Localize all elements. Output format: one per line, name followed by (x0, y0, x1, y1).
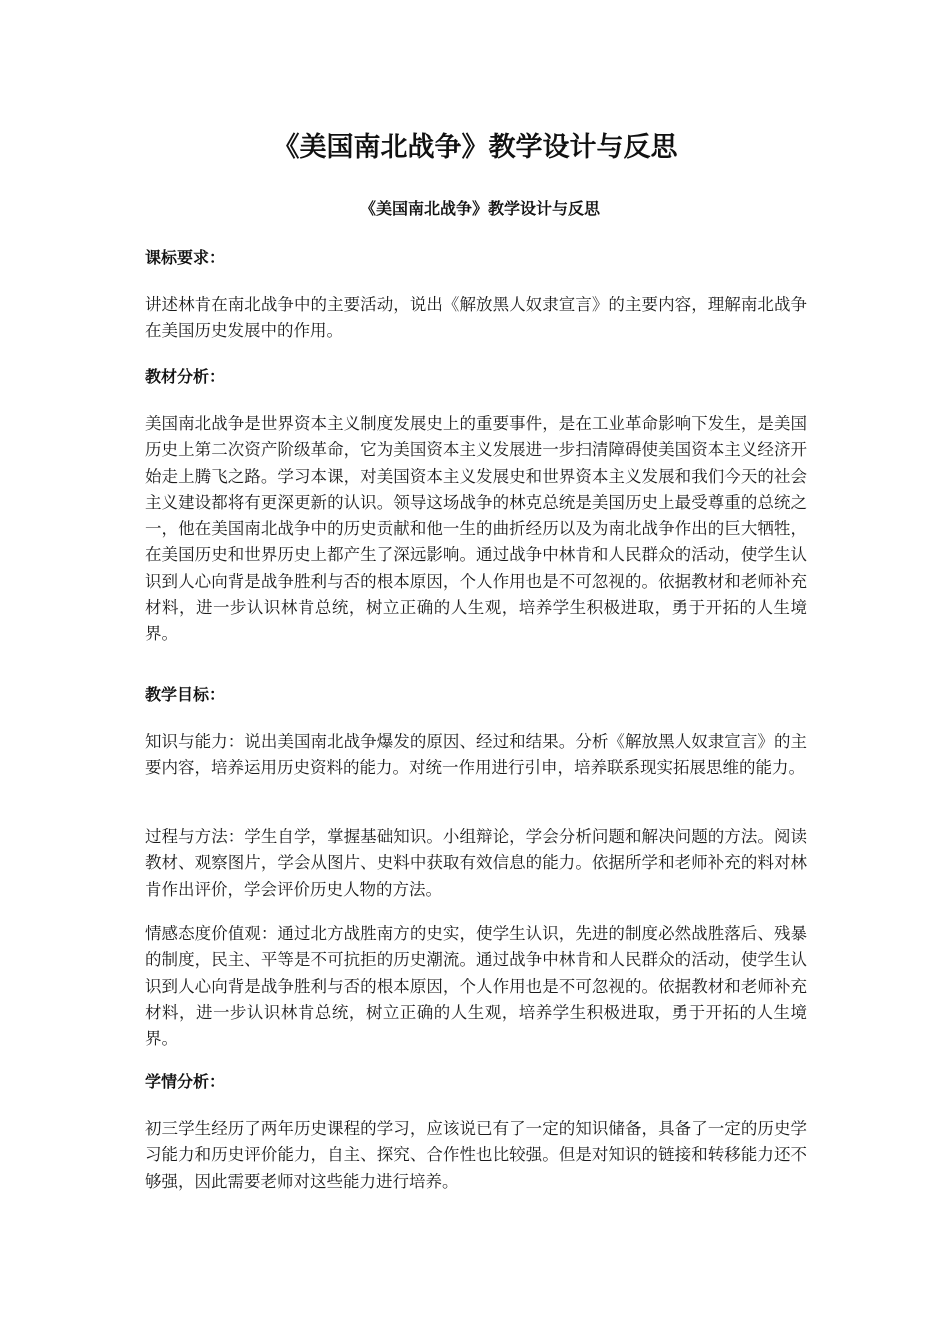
goals-heading: 教学目标： (145, 685, 226, 704)
goals-emotion-paragraph: 情感态度价值观：通过北方战胜南方的史实，使学生认识，先进的制度必然战胜落后、残暴的制度，民主、平等是不可抗拒的历史潮流。通过战争中林肯和人民群众的活动，使学生认识到人心向背是战争胜利与否的根本原因，个人作用也是不可忽视的。依据教材和老师补充材料，进一步认识林肯总统，树立正确的人生观，培养学生积极进取，勇于开拓的人生境界。 (145, 924, 807, 1049)
document-title: 《美国南北战争》教学设计与反思 (272, 132, 678, 163)
material-heading: 教材分析： (145, 367, 226, 386)
standards-heading: 课标要求： (145, 248, 226, 267)
goals-knowledge-paragraph: 知识与能力：说出美国南北战争爆发的原因、经过和结果。分析《解放黑人奴隶宣言》的主要内容，培养运用历史资料的能力。对统一作用进行引申，培养联系现实拓展思维的能力。 (145, 732, 807, 778)
goals-process-paragraph: 过程与方法：学生自学，掌握基础知识。小组辩论，学会分析问题和解决问题的方法。阅读教材、观察图片，学会从图片、史料中获取有效信息的能力。依据所学和老师补充的料对林肯作出评价，学会评价历史人物的方法。 (145, 827, 807, 899)
document-subtitle: 《美国南北战争》教学设计与反思 (359, 199, 600, 218)
students-heading: 学情分析： (145, 1072, 226, 1091)
standards-paragraph: 讲述林肯在南北战争中的主要活动，说出《解放黑人奴隶宣言》的主要内容，理解南北战争在美国历史发展中的作用。 (145, 295, 807, 341)
students-paragraph: 初三学生经历了两年历史课程的学习，应该说已有了一定的知识储备，具备了一定的历史学习能力和历史评价能力，自主、探究、合作性也比较强。但是对知识的链接和转移能力还不够强，因此需要老师对这些能力进行培养。 (145, 1119, 807, 1191)
material-paragraph: 美国南北战争是世界资本主义制度发展史上的重要事件，是在工业革命影响下发生，是美国历史上第二次资产阶级革命，它为美国资本主义发展进一步扫清障碍使美国资本主义经济开始走上腾飞之路。学习本课，对美国资本主义发展史和世界资本主义发展和我们今天的社会主义建设都将有更深更新的认识。领导这场战争的林克总统是美国历史上最受尊重的总统之一，他在美国南北战争中的历史贡献和他一生的曲折经历以及为南北战争作出的巨大牺牲，在美国历史和世界历史上都产生了深远影响。通过战争中林肯和人民群众的活动，使学生认识到人心向背是战争胜利与否的根本原因，个人作用也是不可忽视的。依据教材和老师补充材料，进一步认识林肯总统，树立正确的人生观，培养学生积极进取，勇于开拓的人生境界。 (145, 414, 807, 644)
